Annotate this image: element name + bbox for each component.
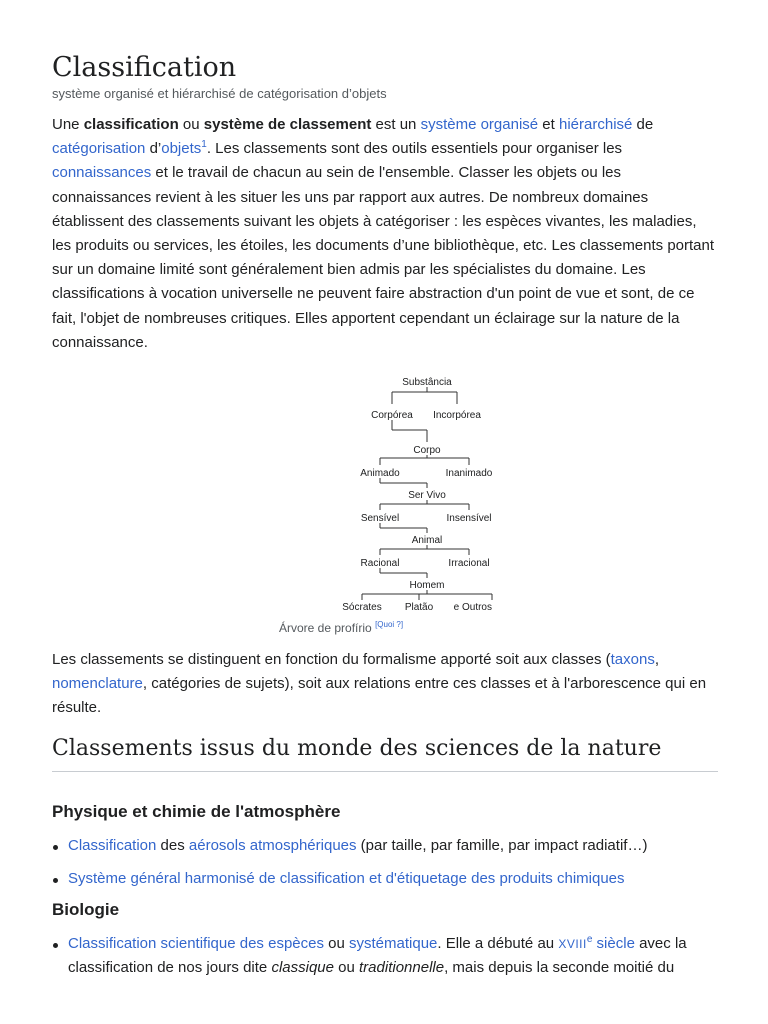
intro-paragraph [52,113,718,355]
text: des [156,837,189,854]
link-nomenclature[interactable]: nomenclature [52,675,143,693]
text: et [538,116,559,133]
page-title: Classification [52,52,237,83]
list-biologie [52,932,718,980]
link-hierarchise[interactable]: hiérarchisé [559,116,633,133]
figure-caption [279,621,403,635]
tree-node-inanimado: Inanimado [445,468,493,479]
page-subtitle: système organisé et hiérarchisé de catégorisation d’objets [52,86,387,101]
reference-link[interactable]: 1 [201,139,207,151]
caption-text: Árvore de profírio [279,621,372,635]
tree-node-insensivel: Insensível [446,513,492,524]
list-item [68,834,718,858]
tree-node-animal: Animal [411,535,443,546]
link-taxons[interactable]: taxons [610,651,655,668]
italic-term: classique [271,959,334,977]
list-physique-2 [52,867,718,891]
tree-node-irracional: Irracional [448,558,490,569]
tree-node-racional: Racional [360,558,400,569]
text: avec la classification de nos jours dite [68,935,687,977]
tree-node-ser-vivo: Ser Vivo [408,490,446,501]
text: . Les classements sont des outils essentiels pour organiser les [206,140,623,158]
link-objets[interactable]: objets [161,140,202,158]
text: . Elle a débuté au [437,935,559,952]
century-superscript: e [586,934,593,945]
tree-node-homem: Homem [409,580,445,591]
link-xviiie-siecle[interactable] [558,935,635,952]
list-physique [52,834,718,858]
link-classification[interactable]: Classification [68,837,157,854]
link-systeme-general-harmonise[interactable]: Système général harmonisé de classification et d'étiquetage des produits chimiques [68,870,625,887]
tree-labels [342,377,493,613]
italic-term: traditionnelle [359,959,445,977]
text: , mais depuis la seconde moitié du [444,959,675,977]
bold-term: système de classement [203,116,372,133]
tree-node-outros: e Outros [453,602,492,613]
century-word: siècle [592,935,635,952]
tree-node-animado: Animado [360,468,400,479]
century-numeral: XVIII [558,937,587,951]
text: est un [371,116,421,133]
list-item [68,867,718,891]
subsection-heading-physique: Physique et chimie de l'atmosphère [52,802,341,821]
classements-paragraph [52,648,718,721]
text: , [654,651,659,668]
link-systeme-organise[interactable]: système organisé [420,116,539,133]
link-categorisation[interactable]: catégorisation [52,140,146,158]
text: Une [52,116,84,133]
text: ou [333,959,360,977]
section-heading: Classements issus du monde des sciences de la nature [52,736,718,772]
text: (par taille, par famille, par impact radiatif…) [356,837,648,854]
list-item [68,932,718,980]
text: ou [323,935,349,952]
link-classification-scientifique[interactable]: Classification scientifique des espèces [68,935,324,952]
subsection-heading-biologie: Biologie [52,900,120,919]
link-systematique[interactable]: systématique [349,935,438,952]
text: de [632,116,654,133]
tree-node-corpo: Corpo [413,445,441,456]
bold-term: classification [83,116,179,133]
link-aerosols[interactable]: aérosols atmosphériques [188,837,357,854]
tree-node-sensivel: Sensível [360,513,400,524]
porphyry-tree-diagram[interactable] [274,368,494,618]
tree-node-socrates: Sócrates [342,602,382,613]
link-connaissances[interactable]: connaissances [52,164,152,182]
text: Les classements se distinguent en fonction du formalisme apporté soit aux classes ( [52,651,611,668]
text: et le travail de chacun au sein de l'ensemble. Classer les objets ou les connaissances revient à les situer les uns par rapport aux autres. De nombreux domaines établissent des classements suivant les objets à catégoriser : les espèces vivantes, les maladies, les produits ou services, les étoiles, les documents d’une bibliothèque, etc. Les classements portant sur un domaine limité sont généralement bien admis par les spécialistes du domaine. Les classifications à vocation universelle ne peuvent faire abstraction d'un point de vue et sont, de ce fait, l'objet de nombreuses critiques. Elles apportent cependant un éclairage sur la nature de la connaissance. [52,164,715,351]
text: ou [178,116,204,133]
tree-node-platao: Platão [404,602,434,613]
tree-node-substancia: Substância [402,377,452,388]
tree-node-corporea: Corpórea [371,410,413,421]
text: , catégories de sujets), soit aux relations entre ces classes et à l'arborescence qui en résulte. [52,675,707,717]
porphyry-tree-figure [274,368,494,638]
tree-node-incorporea: Incorpórea [433,410,481,421]
text: d’ [145,140,162,158]
caption-quoi-link[interactable]: [Quoi ?] [375,620,404,629]
